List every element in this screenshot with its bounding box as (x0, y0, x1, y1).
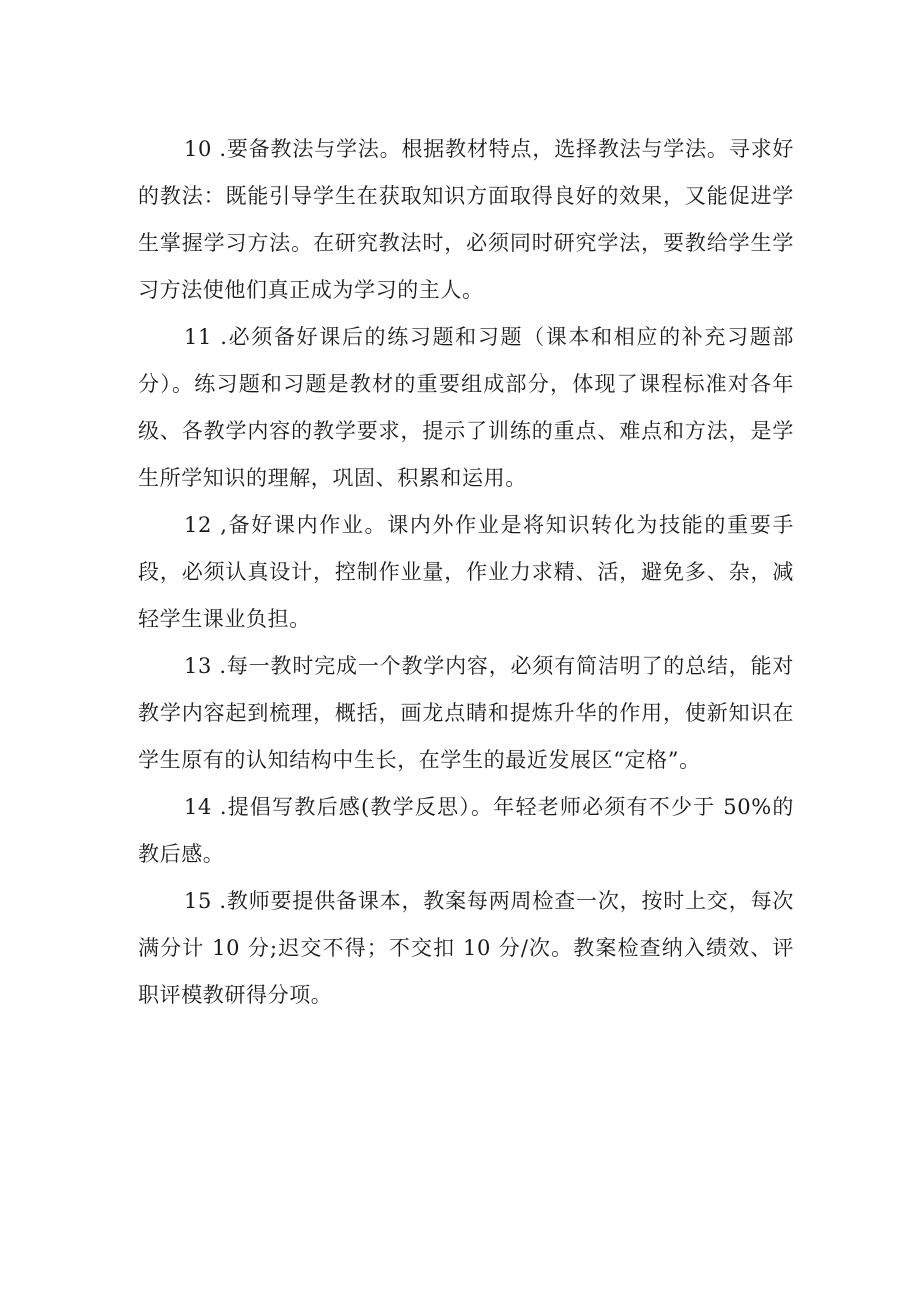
paragraph-13: 13 .每一教时完成一个教学内容，必须有简洁明了的总结，能对教学内容起到梳理，概括，画龙点睛和提炼升华的作用，使新知识在学生原有的认知结构中生长，在学生的最近发展区“定格”。 (138, 654, 794, 772)
paragraph-14: 14 .提倡写教后感(教学反思）。年轻老师必须有不少于 50%的教后感。 (138, 795, 794, 866)
paragraph-10: 10 .要备教法与学法。根据教材特点，选择教法与学法。寻求好的教法：既能引导学生在获取知识方面取得良好的效果，又能促进学生掌握学习方法。在研究教法时，必须同时研究学法，要教给学生学习方法使他们真正成为学习的主人。 (138, 137, 794, 302)
paragraph-12: 12 ,备好课内作业。课内外作业是将知识转化为技能的重要手段，必须认真设计，控制作业量，作业力求精、活，避免多、杂，减轻学生课业负担。 (138, 513, 794, 631)
paragraph-11: 11 .必须备好课后的练习题和习题（课本和相应的补充习题部分）。练习题和习题是教材的重要组成部分，体现了课程标准对各年级、各教学内容的教学要求，提示了训练的重点、难点和方法，是学生所学知识的理解，巩固、积累和运用。 (138, 325, 794, 490)
document-body (138, 126, 794, 1019)
paragraph-15: 15 .教师要提供备课本，教案每两周检查一次，按时上交，每次满分计 10 分;迟交不得；不交扣 10 分/次。教案检查纳入绩效、评职评模教研得分项。 (138, 889, 794, 1007)
